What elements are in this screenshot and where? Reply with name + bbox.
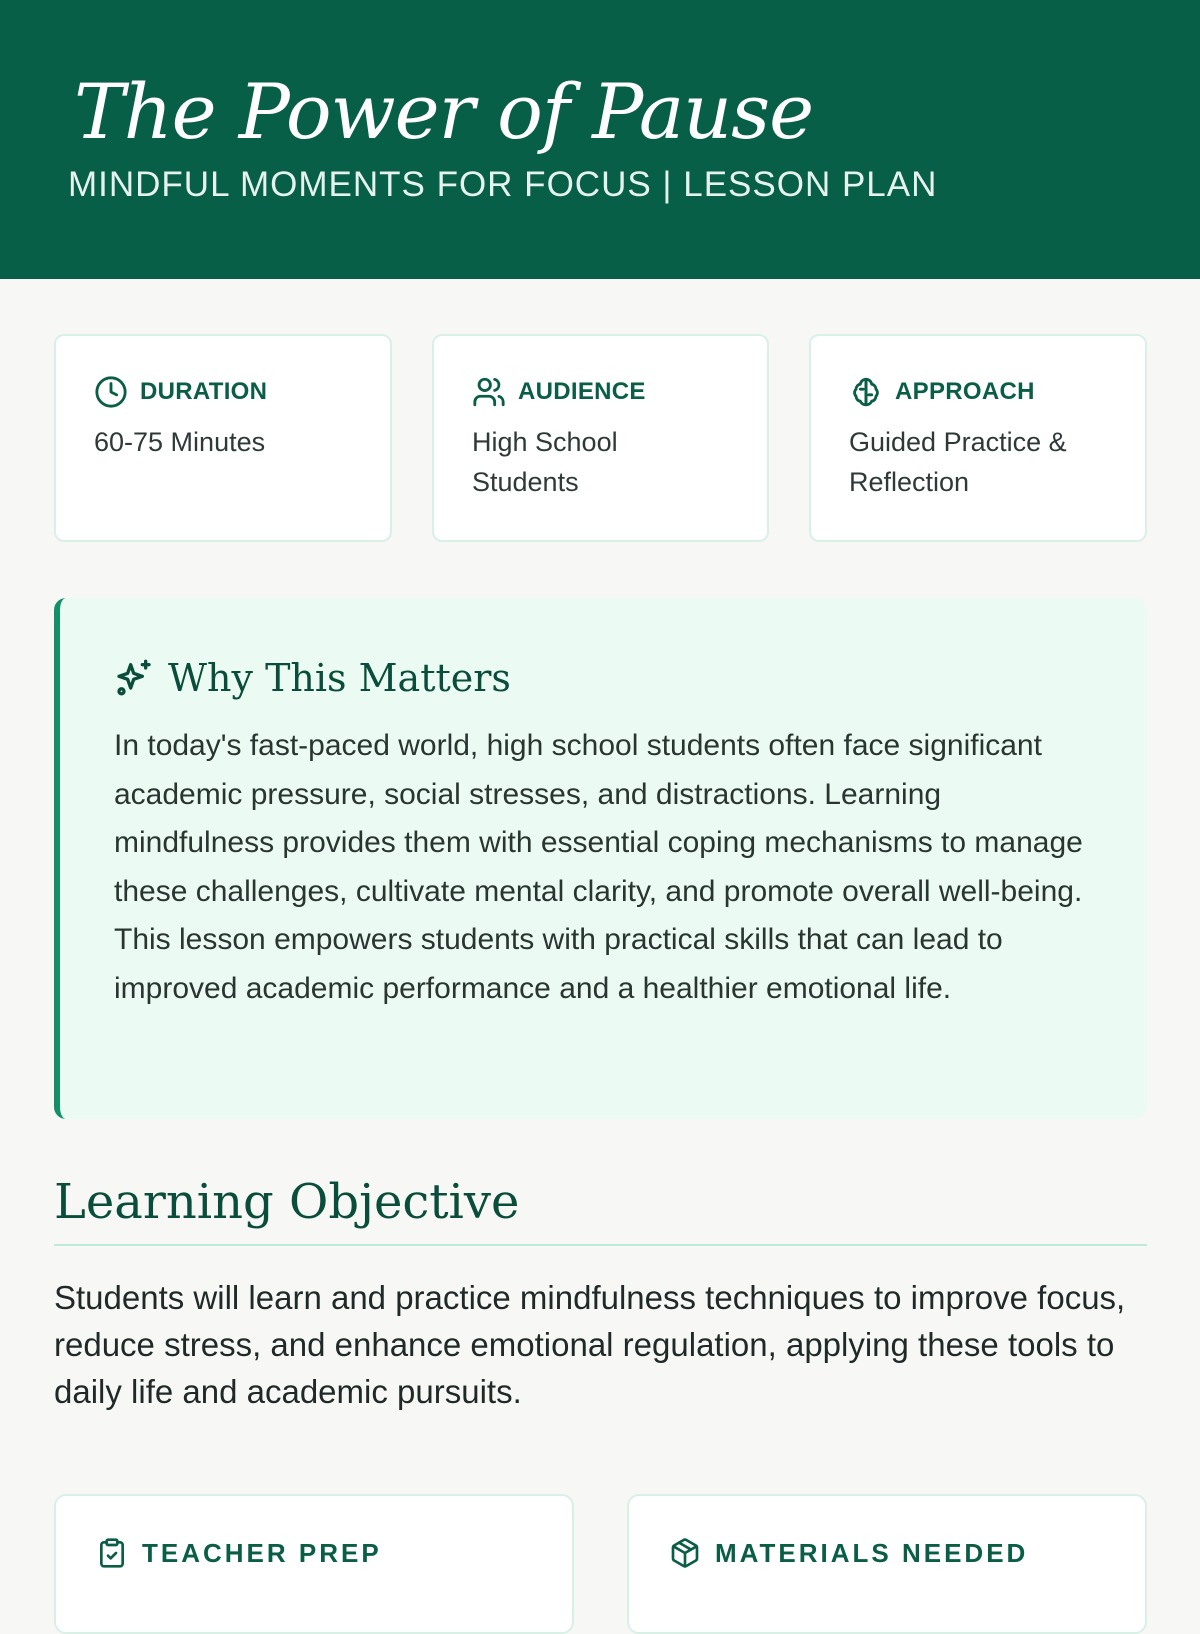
callout-title: Why This Matters: [168, 656, 511, 700]
page-header: [0, 0, 1200, 279]
clock-icon: [94, 375, 128, 409]
info-card-value: Guided Practice & Reflection: [849, 427, 1067, 497]
users-icon: [472, 375, 506, 409]
package-icon: [669, 1537, 701, 1569]
page-title: The Power of Pause: [74, 67, 814, 156]
card-header: [669, 1534, 1028, 1572]
why-this-matters-callout: [54, 598, 1147, 1119]
card-materials-needed: [627, 1494, 1147, 1634]
page-subtitle: MINDFUL MOMENTS FOR FOCUS | LESSON PLAN: [68, 165, 938, 204]
card-label: TEACHER PREP: [142, 1537, 382, 1568]
info-card-header: [94, 374, 352, 410]
card-header: [96, 1534, 382, 1572]
info-card-header: [472, 374, 729, 410]
brain-icon: [849, 375, 883, 409]
info-card-value: High School Students: [472, 427, 618, 497]
callout-header: [114, 650, 1097, 706]
section-title-learning-objective: Learning Objective: [54, 1174, 520, 1230]
sparkles-icon: [114, 658, 154, 698]
clipboard-check-icon: [96, 1537, 128, 1569]
card-teacher-prep: [54, 1494, 574, 1634]
section-divider: [54, 1244, 1147, 1246]
info-card-value: 60-75 Minutes: [94, 427, 266, 457]
info-card-label: AUDIENCE: [518, 378, 646, 405]
card-label: MATERIALS NEEDED: [715, 1537, 1029, 1568]
info-card-approach: [809, 334, 1147, 542]
info-card-label: APPROACH: [895, 378, 1035, 405]
callout-text: In today's fast-paced world, high school students often face significant academic pressure, social stresses, and distractions. Learning mindfulness provides them with essential coping mechanisms to manage these challenges, cultivate mental clarity, and promote overall well-being. This lesson empowers students with practical skills that can lead to improved academic performance and a healthier emotional life.: [114, 729, 1083, 1005]
info-card-label: DURATION: [140, 378, 268, 405]
info-card-header: [849, 374, 1107, 410]
info-card-duration: [54, 334, 392, 542]
info-card-audience: [432, 334, 769, 542]
learning-objective-text: Students will learn and practice mindfulness techniques to improve focus, reduce stress, and enhance emotional regulation, applying these tools to daily life and academic pursuits.: [54, 1279, 1126, 1410]
